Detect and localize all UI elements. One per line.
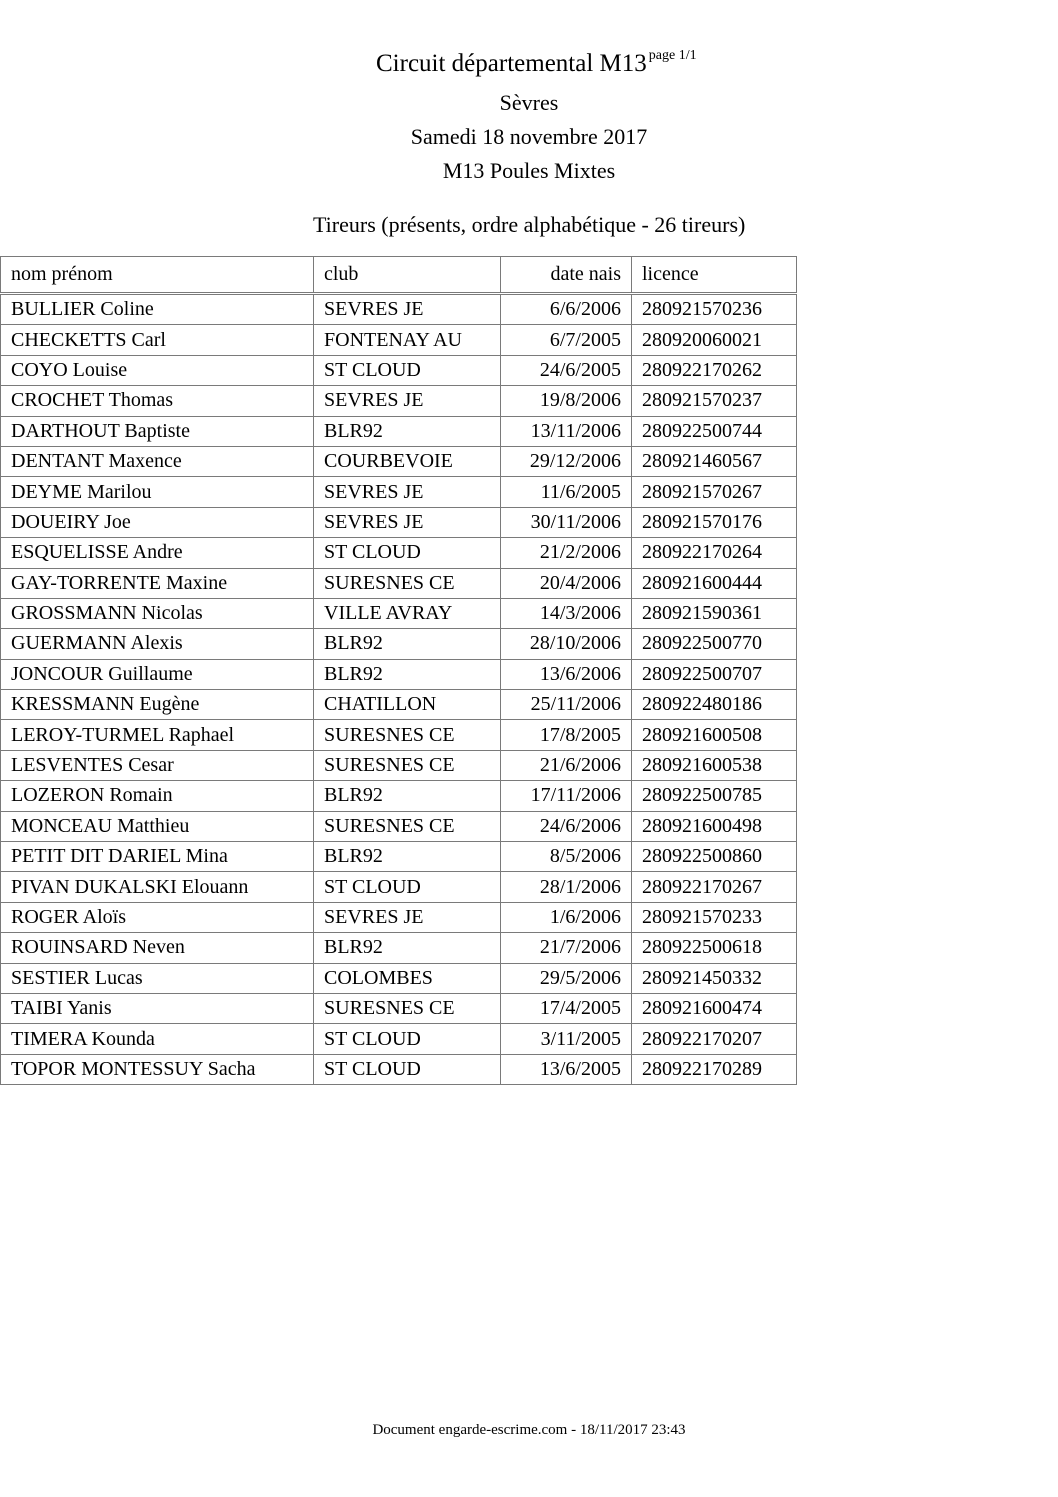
table-row (1, 568, 797, 598)
column-header-birthdate: date nais (501, 257, 632, 294)
event-date: Samedi 18 novembre 2017 (410, 124, 648, 149)
cell-name: PETIT DIT DARIEL Mina (1, 842, 314, 872)
cell-name: GAY-TORRENTE Maxine (1, 568, 314, 598)
cell-name: CHECKETTS Carl (1, 325, 314, 355)
table-row (1, 294, 797, 325)
cell-licence: 280922500707 (632, 659, 797, 689)
cell-birthdate: 13/6/2005 (501, 1054, 632, 1084)
table-row (1, 446, 797, 476)
cell-birthdate: 17/4/2005 (501, 993, 632, 1023)
table-row (1, 1024, 797, 1054)
table-row (1, 355, 797, 385)
cell-name: LESVENTES Cesar (1, 750, 314, 780)
table-row (1, 933, 797, 963)
table-row (1, 750, 797, 780)
table-row (1, 690, 797, 720)
table-row (1, 629, 797, 659)
table-row (1, 507, 797, 537)
cell-club: ST CLOUD (314, 538, 501, 568)
column-header-name: nom prénom (1, 257, 314, 294)
cell-birthdate: 11/6/2005 (501, 477, 632, 507)
table-row (1, 781, 797, 811)
cell-licence: 280921600538 (632, 750, 797, 780)
cell-name: DOUEIRY Joe (1, 507, 314, 537)
cell-name: CROCHET Thomas (1, 386, 314, 416)
cell-licence: 280921600444 (632, 568, 797, 598)
cell-club: SEVRES JE (314, 294, 501, 325)
cell-licence: 280922170207 (632, 1024, 797, 1054)
table-row (1, 659, 797, 689)
cell-licence: 280922500860 (632, 842, 797, 872)
cell-birthdate: 6/7/2005 (501, 325, 632, 355)
cell-licence: 280922500770 (632, 629, 797, 659)
cell-name: MONCEAU Matthieu (1, 811, 314, 841)
cell-birthdate: 17/8/2005 (501, 720, 632, 750)
cell-club: ST CLOUD (314, 872, 501, 902)
cell-birthdate: 3/11/2005 (501, 1024, 632, 1054)
cell-club: SURESNES CE (314, 720, 501, 750)
cell-licence: 280921600498 (632, 811, 797, 841)
column-header-licence: licence (632, 257, 797, 294)
cell-club: ST CLOUD (314, 355, 501, 385)
cell-name: TOPOR MONTESSUY Sacha (1, 1054, 314, 1084)
table-row (1, 842, 797, 872)
cell-name: DARTHOUT Baptiste (1, 416, 314, 446)
table-row (1, 963, 797, 993)
cell-birthdate: 21/6/2006 (501, 750, 632, 780)
cell-birthdate: 13/11/2006 (501, 416, 632, 446)
cell-licence: 280921570176 (632, 507, 797, 537)
cell-licence: 280922500618 (632, 933, 797, 963)
cell-licence: 280922500785 (632, 781, 797, 811)
cell-name: BULLIER Coline (1, 294, 314, 325)
table-header-row (1, 257, 797, 294)
cell-name: LEROY-TURMEL Raphael (1, 720, 314, 750)
cell-birthdate: 24/6/2006 (501, 811, 632, 841)
cell-birthdate: 29/5/2006 (501, 963, 632, 993)
event-name: M13 Poules Mixtes (442, 158, 616, 183)
document-title (376, 50, 697, 78)
cell-club: BLR92 (314, 416, 501, 446)
cell-club: COLOMBES (314, 963, 501, 993)
cell-birthdate: 19/8/2006 (501, 386, 632, 416)
cell-birthdate: 30/11/2006 (501, 507, 632, 537)
cell-club: BLR92 (314, 933, 501, 963)
cell-name: LOZERON Romain (1, 781, 314, 811)
cell-licence: 280920060021 (632, 325, 797, 355)
table-row (1, 477, 797, 507)
cell-club: SURESNES CE (314, 568, 501, 598)
cell-birthdate: 28/1/2006 (501, 872, 632, 902)
cell-licence: 280921570236 (632, 294, 797, 325)
cell-name: SESTIER Lucas (1, 963, 314, 993)
cell-birthdate: 28/10/2006 (501, 629, 632, 659)
cell-club: CHATILLON (314, 690, 501, 720)
title-text: Circuit départemental M13 (376, 50, 647, 77)
cell-club: SEVRES JE (314, 902, 501, 932)
cell-name: COYO Louise (1, 355, 314, 385)
table-row (1, 993, 797, 1023)
footer-text: Document engarde-escrime.com - 18/11/2017 23:43 (372, 1422, 686, 1438)
cell-club: SURESNES CE (314, 750, 501, 780)
cell-licence: 280921570267 (632, 477, 797, 507)
cell-name: PIVAN DUKALSKI Elouann (1, 872, 314, 902)
cell-licence: 280921590361 (632, 598, 797, 628)
cell-licence: 280922500744 (632, 416, 797, 446)
cell-licence: 280921460567 (632, 446, 797, 476)
cell-birthdate: 8/5/2006 (501, 842, 632, 872)
cell-birthdate: 21/2/2006 (501, 538, 632, 568)
table-row (1, 1054, 797, 1084)
cell-name: ESQUELISSE Andre (1, 538, 314, 568)
cell-name: TIMERA Kounda (1, 1024, 314, 1054)
cell-name: KRESSMANN Eugène (1, 690, 314, 720)
cell-club: COURBEVOIE (314, 446, 501, 476)
cell-name: GROSSMANN Nicolas (1, 598, 314, 628)
cell-name: ROUINSARD Neven (1, 933, 314, 963)
column-header-club: club (314, 257, 501, 294)
cell-club: BLR92 (314, 781, 501, 811)
cell-licence: 280921600474 (632, 993, 797, 1023)
list-caption: Tireurs (présents, ordre alphabétique - 26 tireurs) (313, 212, 746, 237)
event-location: Sèvres (499, 90, 559, 115)
cell-licence: 280921570233 (632, 902, 797, 932)
cell-birthdate: 29/12/2006 (501, 446, 632, 476)
cell-club: SEVRES JE (314, 477, 501, 507)
cell-name: GUERMANN Alexis (1, 629, 314, 659)
cell-licence: 280922170289 (632, 1054, 797, 1084)
cell-club: BLR92 (314, 659, 501, 689)
fencers-table (0, 256, 797, 1085)
table-row (1, 872, 797, 902)
cell-club: FONTENAY AU (314, 325, 501, 355)
cell-club: ST CLOUD (314, 1054, 501, 1084)
cell-birthdate: 14/3/2006 (501, 598, 632, 628)
cell-licence: 280921600508 (632, 720, 797, 750)
table-row (1, 325, 797, 355)
table-body (1, 294, 797, 1085)
table-row (1, 811, 797, 841)
cell-name: DENTANT Maxence (1, 446, 314, 476)
cell-licence: 280922170267 (632, 872, 797, 902)
cell-club: SEVRES JE (314, 386, 501, 416)
cell-birthdate: 24/6/2005 (501, 355, 632, 385)
table-row (1, 902, 797, 932)
cell-birthdate: 1/6/2006 (501, 902, 632, 932)
cell-name: JONCOUR Guillaume (1, 659, 314, 689)
cell-birthdate: 25/11/2006 (501, 690, 632, 720)
cell-birthdate: 20/4/2006 (501, 568, 632, 598)
cell-birthdate: 21/7/2006 (501, 933, 632, 963)
cell-club: SEVRES JE (314, 507, 501, 537)
table-row (1, 538, 797, 568)
cell-club: VILLE AVRAY (314, 598, 501, 628)
cell-name: TAIBI Yanis (1, 993, 314, 1023)
cell-licence: 280922170262 (632, 355, 797, 385)
table-row (1, 598, 797, 628)
cell-licence: 280922480186 (632, 690, 797, 720)
cell-name: DEYME Marilou (1, 477, 314, 507)
cell-club: BLR92 (314, 629, 501, 659)
cell-club: ST CLOUD (314, 1024, 501, 1054)
cell-licence: 280921450332 (632, 963, 797, 993)
table-row (1, 386, 797, 416)
cell-birthdate: 13/6/2006 (501, 659, 632, 689)
cell-club: SURESNES CE (314, 993, 501, 1023)
cell-club: SURESNES CE (314, 811, 501, 841)
cell-licence: 280921570237 (632, 386, 797, 416)
table-row (1, 720, 797, 750)
cell-name: ROGER Aloïs (1, 902, 314, 932)
page-indicator: page 1/1 (648, 48, 697, 63)
cell-birthdate: 6/6/2006 (501, 294, 632, 325)
table-row (1, 416, 797, 446)
cell-birthdate: 17/11/2006 (501, 781, 632, 811)
cell-licence: 280922170264 (632, 538, 797, 568)
cell-club: BLR92 (314, 842, 501, 872)
